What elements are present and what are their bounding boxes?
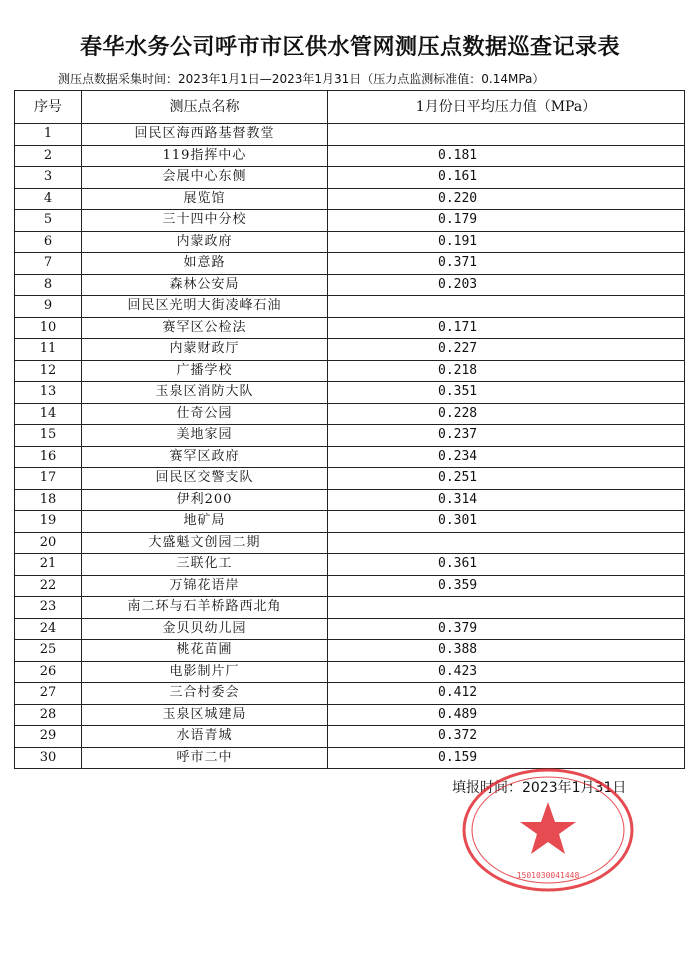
- row-index: 12: [15, 360, 82, 382]
- avg-pressure: 0.159: [328, 747, 685, 769]
- point-name: 地矿局: [82, 511, 328, 533]
- row-index: 25: [15, 640, 82, 662]
- point-name: 会展中心东侧: [82, 167, 328, 189]
- table-row: [15, 554, 685, 576]
- point-name: 三合村委会: [82, 683, 328, 705]
- row-index: 9: [15, 296, 82, 318]
- row-index: 16: [15, 446, 82, 468]
- point-name: 展览馆: [82, 188, 328, 210]
- document-title: 春华水务公司呼市市区供水管网测压点数据巡查记录表: [79, 35, 620, 60]
- avg-pressure: [328, 296, 685, 318]
- avg-pressure: 0.234: [328, 446, 685, 468]
- row-index: 19: [15, 511, 82, 533]
- avg-pressure: 0.227: [328, 339, 685, 361]
- table-row: [15, 683, 685, 705]
- table-row: [15, 446, 685, 468]
- point-name: 内蒙政府: [82, 231, 328, 253]
- avg-pressure: 0.371: [328, 253, 685, 275]
- point-name: 内蒙财政厅: [82, 339, 328, 361]
- avg-pressure: 0.372: [328, 726, 685, 748]
- row-index: 14: [15, 403, 82, 425]
- table-row: [15, 511, 685, 533]
- avg-pressure: 0.423: [328, 661, 685, 683]
- point-name: 仕奇公园: [82, 403, 328, 425]
- table-row: [15, 317, 685, 339]
- point-name: 水语青城: [82, 726, 328, 748]
- row-index: 10: [15, 317, 82, 339]
- table-row: [15, 618, 685, 640]
- point-name: 玉泉区消防大队: [82, 382, 328, 404]
- avg-pressure: 0.251: [328, 468, 685, 490]
- avg-pressure: 0.181: [328, 145, 685, 167]
- row-index: 22: [15, 575, 82, 597]
- row-index: 17: [15, 468, 82, 490]
- point-name: 回民区光明大街凌峰石油: [82, 296, 328, 318]
- row-index: 3: [15, 167, 82, 189]
- point-name: 美地家园: [82, 425, 328, 447]
- row-index: 4: [15, 188, 82, 210]
- row-index: 2: [15, 145, 82, 167]
- avg-pressure: 0.351: [328, 382, 685, 404]
- table-row: [15, 274, 685, 296]
- point-name: 金贝贝幼儿园: [82, 618, 328, 640]
- table-row: [15, 339, 685, 361]
- table-row: [15, 640, 685, 662]
- avg-pressure: 0.379: [328, 618, 685, 640]
- row-index: 30: [15, 747, 82, 769]
- point-name: 如意路: [82, 253, 328, 275]
- point-name: 桃花苗圃: [82, 640, 328, 662]
- table-row: [15, 296, 685, 318]
- table-row: [15, 489, 685, 511]
- point-name: 回民区交警支队: [82, 468, 328, 490]
- avg-pressure: 0.161: [328, 167, 685, 189]
- table-row: [15, 382, 685, 404]
- point-name: 三十四中分校: [82, 210, 328, 232]
- avg-pressure: [328, 532, 685, 554]
- avg-pressure: 0.220: [328, 188, 685, 210]
- avg-pressure: 0.218: [328, 360, 685, 382]
- seal-code: 1501030041448: [516, 871, 580, 880]
- avg-pressure: 0.179: [328, 210, 685, 232]
- avg-pressure: 0.412: [328, 683, 685, 705]
- avg-pressure: 0.228: [328, 403, 685, 425]
- row-index: 6: [15, 231, 82, 253]
- table-row: [15, 532, 685, 554]
- table-row: [15, 124, 685, 146]
- seal-star-icon: [520, 802, 576, 854]
- avg-pressure: 0.489: [328, 704, 685, 726]
- table-row: [15, 167, 685, 189]
- row-index: 7: [15, 253, 82, 275]
- point-name: 大盛魁文创园二期: [82, 532, 328, 554]
- row-index: 15: [15, 425, 82, 447]
- table-row: [15, 145, 685, 167]
- row-index: 5: [15, 210, 82, 232]
- pressure-data-table: [14, 90, 685, 769]
- point-name: 119指挥中心: [82, 145, 328, 167]
- table-row: [15, 726, 685, 748]
- table-row: [15, 403, 685, 425]
- avg-pressure: 0.191: [328, 231, 685, 253]
- avg-pressure: 0.203: [328, 274, 685, 296]
- table-row: [15, 210, 685, 232]
- header-point-name: 测压点名称: [82, 91, 328, 124]
- collection-period-note: 测压点数据采集时间：2023年1月1日—2023年1月31日（压力点监测标准值：0.14MPa）: [58, 72, 545, 86]
- table-row: [15, 597, 685, 619]
- table-row: [15, 360, 685, 382]
- avg-pressure: 0.237: [328, 425, 685, 447]
- avg-pressure: 0.361: [328, 554, 685, 576]
- table-row: [15, 231, 685, 253]
- point-name: 广播学校: [82, 360, 328, 382]
- table-header-row: [15, 91, 685, 124]
- point-name: 呼市二中: [82, 747, 328, 769]
- avg-pressure: 0.171: [328, 317, 685, 339]
- table-row: [15, 704, 685, 726]
- avg-pressure: 0.359: [328, 575, 685, 597]
- header-index: 序号: [15, 91, 82, 124]
- point-name: 三联化工: [82, 554, 328, 576]
- row-index: 27: [15, 683, 82, 705]
- row-index: 18: [15, 489, 82, 511]
- row-index: 8: [15, 274, 82, 296]
- row-index: 11: [15, 339, 82, 361]
- point-name: 玉泉区城建局: [82, 704, 328, 726]
- row-index: 29: [15, 726, 82, 748]
- header-avg-pressure: 1月份日平均压力值（MPa）: [328, 91, 685, 124]
- row-index: 26: [15, 661, 82, 683]
- point-name: 回民区海西路基督教堂: [82, 124, 328, 146]
- row-index: 28: [15, 704, 82, 726]
- table-row: [15, 188, 685, 210]
- avg-pressure: [328, 597, 685, 619]
- point-name: 森林公安局: [82, 274, 328, 296]
- point-name: 赛罕区政府: [82, 446, 328, 468]
- point-name: 赛罕区公检法: [82, 317, 328, 339]
- table-row: [15, 575, 685, 597]
- row-index: 23: [15, 597, 82, 619]
- row-index: 20: [15, 532, 82, 554]
- point-name: 电影制片厂: [82, 661, 328, 683]
- point-name: 伊利200: [82, 489, 328, 511]
- point-name: 万锦花语岸: [82, 575, 328, 597]
- table-row: [15, 425, 685, 447]
- avg-pressure: 0.314: [328, 489, 685, 511]
- row-index: 13: [15, 382, 82, 404]
- avg-pressure: [328, 124, 685, 146]
- table-row: [15, 253, 685, 275]
- avg-pressure: 0.388: [328, 640, 685, 662]
- table-row: [15, 661, 685, 683]
- official-seal: [458, 762, 638, 892]
- row-index: 21: [15, 554, 82, 576]
- row-index: 1: [15, 124, 82, 146]
- report-date: 填报时间：2023年1月31日: [452, 780, 627, 796]
- table-row: [15, 468, 685, 490]
- row-index: 24: [15, 618, 82, 640]
- point-name: 南二环与石羊桥路西北角: [82, 597, 328, 619]
- avg-pressure: 0.301: [328, 511, 685, 533]
